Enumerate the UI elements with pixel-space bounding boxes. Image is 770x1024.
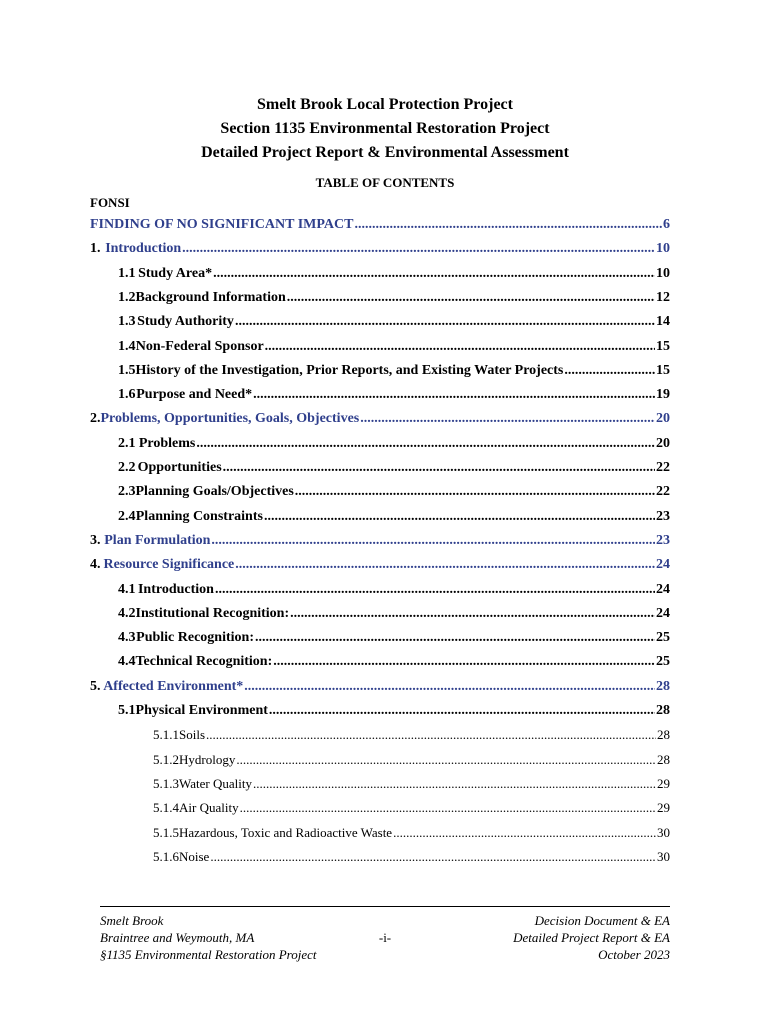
toc-entry-page: 6 xyxy=(663,217,670,232)
toc-entry-number: 4.2 xyxy=(118,605,136,621)
toc-dot-leader xyxy=(223,460,655,476)
toc-dot-leader xyxy=(196,436,655,452)
toc-dot-leader xyxy=(235,557,655,573)
toc-entry[interactable] xyxy=(118,703,670,723)
toc-entry[interactable] xyxy=(118,363,670,383)
toc-dot-leader xyxy=(360,411,655,427)
toc-entry-number: 1.6 xyxy=(118,387,136,403)
toc-entry-number: 1.2 xyxy=(118,289,136,305)
toc-entry-number: 5.1.1 xyxy=(153,727,179,743)
toc-entry-title: Technical Recognition: xyxy=(135,654,273,670)
toc-entry-title: Non-Federal Sponsor xyxy=(135,338,264,354)
toc-entry-page: 10 xyxy=(656,265,670,281)
toc-entry[interactable] xyxy=(118,630,670,650)
toc-entry[interactable] xyxy=(118,509,670,529)
toc-entry[interactable] xyxy=(118,654,670,674)
toc-entry-number: 2.2 xyxy=(118,460,136,475)
toc-entry-title: Soils xyxy=(179,727,206,743)
footer-left-line: §1135 Environmental Restoration Project xyxy=(100,947,317,962)
toc-dot-leader xyxy=(235,314,655,330)
toc-entry-page: 23 xyxy=(656,532,670,548)
title-block xyxy=(0,93,770,165)
toc-entry-number: 2.1 xyxy=(118,435,136,451)
toc-entry-number: 5.1.4 xyxy=(153,800,179,816)
toc-dot-leader xyxy=(213,266,655,282)
toc-dot-leader xyxy=(240,800,656,816)
toc-entry-title: Institutional Recognition: xyxy=(135,605,290,621)
toc-dot-leader xyxy=(211,533,655,549)
toc-entry-page: 20 xyxy=(656,435,670,451)
toc-dot-leader xyxy=(253,776,656,792)
toc-entry-number: 1.3 xyxy=(118,314,136,330)
toc-entry[interactable] xyxy=(153,776,670,796)
toc-entry-page: 22 xyxy=(656,484,670,500)
toc-entry[interactable] xyxy=(90,533,670,553)
toc-entry-title: Affected Environment* xyxy=(103,678,244,694)
toc-entry-title: Hazardous, Toxic and Radioactive Waste xyxy=(179,824,393,840)
toc-dot-leader xyxy=(206,727,656,743)
toc-dot-leader xyxy=(253,387,655,403)
toc-entry-page: 19 xyxy=(656,387,670,403)
toc-entry-page: 20 xyxy=(656,411,670,427)
toc-dot-leader xyxy=(215,582,655,598)
toc-entry-page: 29 xyxy=(657,775,670,791)
toc-entry-title: Purpose and Need* xyxy=(136,387,253,403)
toc-dot-leader xyxy=(269,703,655,719)
toc-entry-page: 22 xyxy=(656,460,670,475)
toc-dot-leader xyxy=(295,484,655,500)
toc-entry-number: 1.4 xyxy=(118,338,136,354)
toc-entry-title: Physical Environment xyxy=(135,703,268,718)
toc-entry-number: 4.3 xyxy=(118,630,136,646)
toc-entry-title: Public Recognition: xyxy=(136,630,254,646)
toc-entry-title: Problems, Opportunities, Goals, Objectives xyxy=(100,411,360,427)
toc-dot-leader xyxy=(264,509,655,525)
toc-entry-page: 25 xyxy=(656,630,670,646)
toc-heading: TABLE OF CONTENTS xyxy=(315,175,455,190)
toc-entry[interactable] xyxy=(118,484,670,504)
toc-entry[interactable] xyxy=(90,411,670,431)
footer-right xyxy=(513,912,670,963)
toc-entry[interactable] xyxy=(118,314,670,334)
title-line-2: Section 1135 Environmental Restoration Project xyxy=(220,120,550,137)
toc-entry-number: 5.1.5 xyxy=(153,824,179,840)
toc-entry-page: 25 xyxy=(656,654,670,670)
toc-entry-title: Opportunities xyxy=(137,460,222,475)
toc-entry[interactable] xyxy=(118,436,670,456)
toc-dot-leader xyxy=(393,825,656,841)
footer-right-line: October 2023 xyxy=(598,947,670,962)
toc-dot-leader xyxy=(244,679,655,695)
toc-entry-page: 30 xyxy=(657,824,670,840)
toc-entry-number: 5. xyxy=(90,678,101,694)
toc-dot-leader xyxy=(236,752,656,768)
footer-right-line: Detailed Project Report & EA xyxy=(513,930,670,945)
toc-entry-page: 28 xyxy=(657,727,670,743)
toc-entry[interactable] xyxy=(153,800,670,820)
toc-entry-number: 4.1 xyxy=(118,581,136,597)
toc-entry-page: 12 xyxy=(656,289,670,305)
toc-entry-title: Air Quality xyxy=(179,800,239,816)
toc-entry[interactable] xyxy=(118,339,670,359)
toc-dot-leader xyxy=(182,241,655,257)
toc-entry-page: 24 xyxy=(656,581,670,597)
toc-entry-title: Plan Formulation xyxy=(104,532,211,548)
toc-entry-title: Background Information xyxy=(135,289,286,305)
footer-right-line: Decision Document & EA xyxy=(534,913,670,928)
toc-entry-title: History of the Investigation, Prior Reports, and Existing Water Projects xyxy=(135,362,564,378)
toc-entry-number: 1. xyxy=(90,241,101,257)
toc-entry-number: 5.1 xyxy=(118,703,136,718)
toc-entry-number: 4. xyxy=(90,557,101,573)
toc-dot-leader xyxy=(210,849,656,865)
toc-entry-page: 10 xyxy=(656,241,670,257)
toc-entry[interactable] xyxy=(118,266,670,286)
toc-entry-page: 28 xyxy=(656,703,670,718)
toc-dot-leader xyxy=(265,339,655,355)
toc-entry-title: Introduction xyxy=(137,581,214,597)
footer-left-line: Braintree and Weymouth, MA xyxy=(100,930,255,945)
toc-entry[interactable] xyxy=(118,387,670,407)
toc-entry-title: Problems xyxy=(138,435,196,451)
toc-entry-title: Introduction xyxy=(105,241,182,257)
toc-entry-page: 29 xyxy=(657,800,670,816)
toc-entry-title: Hydrology xyxy=(179,751,236,767)
toc-entry-page: 28 xyxy=(656,678,670,694)
toc-entry-title: Study Authority xyxy=(137,314,234,330)
toc-entry-page: 28 xyxy=(657,751,670,767)
toc-dot-leader xyxy=(290,606,655,622)
toc-entry-number: 3. xyxy=(90,532,101,548)
toc-entry-page: 23 xyxy=(656,508,670,524)
toc-entry[interactable] xyxy=(153,849,670,869)
toc-entry-title: Study Area* xyxy=(138,265,213,281)
toc-entry-page: 30 xyxy=(657,848,670,864)
toc-entry-number: 2. xyxy=(90,411,101,427)
toc-entry-number: 1.5 xyxy=(118,362,136,378)
toc-entry[interactable] xyxy=(153,752,670,772)
toc-entry-title: Planning Constraints xyxy=(135,508,263,524)
toc-dot-leader xyxy=(255,630,655,646)
toc-entry-number: 5.1.3 xyxy=(153,775,179,791)
toc-entry-title: Planning Goals/Objectives xyxy=(135,484,294,500)
toc-entry-page: 24 xyxy=(656,557,670,573)
toc-entry[interactable] xyxy=(153,825,670,845)
toc-entry-page: 14 xyxy=(656,314,670,330)
toc-entry-number: 1.1 xyxy=(118,265,136,281)
toc-entry-number: 2.4 xyxy=(118,508,136,524)
toc-entry-page: 15 xyxy=(656,362,670,378)
toc-dot-leader xyxy=(273,654,655,670)
toc-entry[interactable] xyxy=(118,290,670,310)
toc-entry[interactable] xyxy=(90,217,670,237)
toc-entry-number: 4.4 xyxy=(118,654,136,670)
toc-dot-leader xyxy=(564,363,655,379)
fonsi-label: FONSI xyxy=(90,195,130,210)
toc-dot-leader xyxy=(287,290,655,306)
toc-entry-page: 15 xyxy=(656,338,670,354)
toc-entry-title: FINDING OF NO SIGNIFICANT IMPACT xyxy=(90,217,354,232)
toc-entry[interactable] xyxy=(90,679,670,699)
toc-entry[interactable] xyxy=(118,582,670,602)
toc-entry-number: 5.1.2 xyxy=(153,751,179,767)
page-number: -i- xyxy=(378,930,392,945)
toc-entry[interactable] xyxy=(118,606,670,626)
footer-divider xyxy=(100,906,670,907)
toc-dot-leader xyxy=(354,217,662,233)
toc-entry[interactable] xyxy=(153,727,670,747)
toc-entry-title: Resource Significance xyxy=(103,557,235,573)
toc-entry-number: 5.1.6 xyxy=(153,848,179,864)
toc-entry-title: Noise xyxy=(179,848,210,864)
toc-entry[interactable] xyxy=(90,557,670,577)
title-line-1: Smelt Brook Local Protection Project xyxy=(257,96,513,113)
toc-entry[interactable] xyxy=(90,241,670,261)
title-line-3: Detailed Project Report & Environmental Assessment xyxy=(201,144,569,161)
toc-entry[interactable] xyxy=(118,460,670,480)
toc-entry-page: 24 xyxy=(656,605,670,621)
footer-left-line: Smelt Brook xyxy=(100,913,164,928)
toc-entry-number: 2.3 xyxy=(118,484,136,500)
toc-entry-title: Water Quality xyxy=(179,775,252,791)
